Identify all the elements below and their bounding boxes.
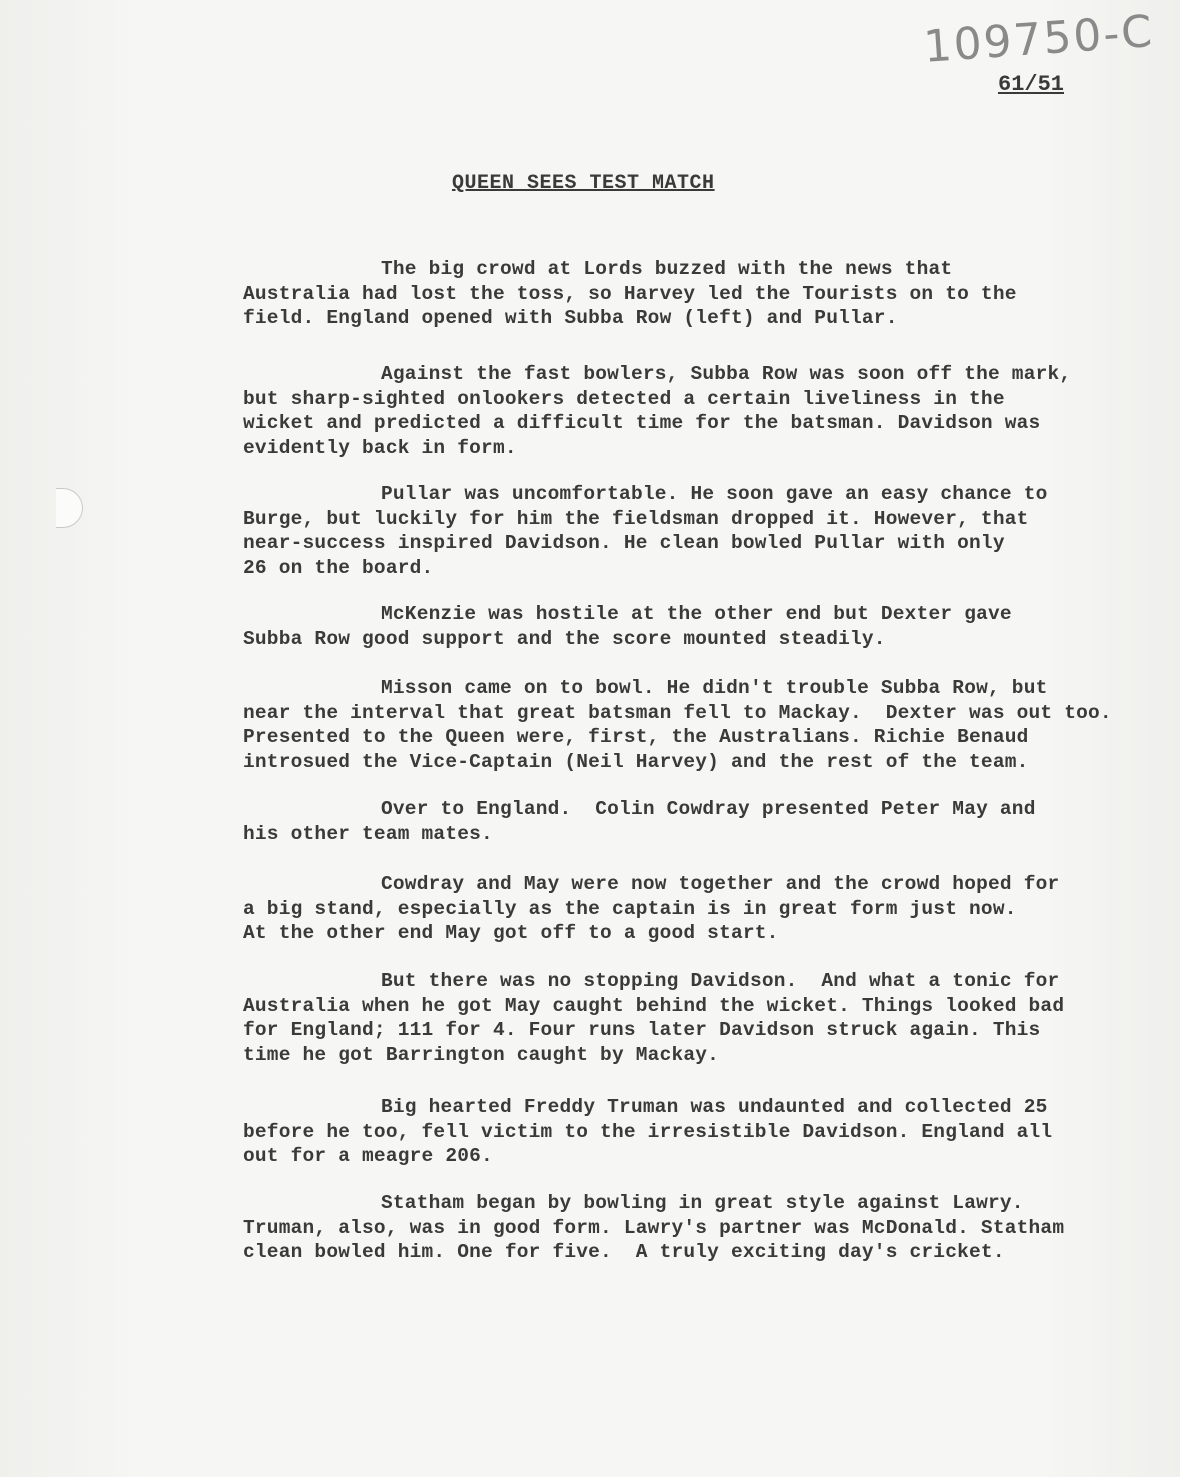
text-line: before he too, fell victim to the irresistible Davidson. England all [243, 1120, 1053, 1143]
text-line: field. England opened with Subba Row (left) and Pullar. [243, 307, 898, 329]
text-line: At the other end May got off to a good start. [243, 922, 779, 944]
text-line: The big crowd at Lords buzzed with the news that [381, 258, 953, 280]
paragraph-7 [243, 872, 1143, 946]
text-line: Against the fast bowlers, Subba Row was soon off the mark, [381, 363, 1072, 385]
paragraph-6 [243, 797, 1143, 846]
text-line: clean bowled him. One for five. A truly exciting day's cricket. [243, 1241, 1005, 1263]
text-line: near the interval that great batsman fell to Mackay. Dexter was out too. [243, 701, 1112, 724]
text-line: for England; 111 for 4. Four runs later Davidson struck again. This [243, 1019, 1041, 1041]
text-line: Big hearted Freddy Truman was undaunted and collected 25 [381, 1096, 1048, 1118]
text-line: wicket and predicted a difficult time for the batsman. Davidson was [243, 412, 1041, 434]
paragraph-2 [243, 362, 1143, 460]
text-line: Truman, also, was in good form. Lawry's partner was McDonald. Statham [243, 1216, 1065, 1239]
paragraph-5 [243, 676, 1143, 774]
text-line: Misson came on to bowl. He didn't trouble Subba Row, but [381, 677, 1048, 699]
paragraph-4 [243, 602, 1143, 651]
text-line: Subba Row good support and the score mounted steadily. [243, 627, 886, 650]
text-line: Pullar was uncomfortable. He soon gave an easy chance to [381, 483, 1048, 505]
text-line: introsued the Vice-Captain (Neil Harvey) and the rest of the team. [243, 750, 1029, 773]
document-title: QUEEN SEES TEST MATCH [452, 172, 715, 195]
page-reference: 61/51 [998, 72, 1065, 97]
text-line: Over to England. Colin Cowdray presented Peter May and [381, 798, 1036, 820]
text-line: Australia when he got May caught behind the wicket. Things looked bad [243, 994, 1065, 1017]
text-line: Statham began by bowling in great style against Lawry. [381, 1192, 1024, 1214]
paragraph-1 [243, 257, 1143, 331]
text-line: Australia had lost the toss, so Harvey led the Tourists on to the [243, 282, 1017, 305]
text-line: Cowdray and May were now together and the crowd hoped for [381, 873, 1060, 895]
text-line: but sharp-sighted onlookers detected a certain liveliness in the [243, 387, 1005, 410]
handwritten-reference-number: 109750-C [922, 5, 1156, 73]
text-line: out for a meagre 206. [243, 1145, 493, 1167]
paragraph-3 [243, 482, 1143, 580]
text-line: Burge, but luckily for him the fieldsman dropped it. However, that [243, 507, 1029, 530]
text-line: evidently back in form. [243, 436, 517, 459]
text-line: near-success inspired Davidson. He clean bowled Pullar with only [243, 532, 1005, 554]
paragraph-8 [243, 969, 1143, 1067]
text-line: his other team mates. [243, 822, 493, 845]
punch-hole [56, 488, 83, 528]
text-line: 26 on the board. [243, 556, 434, 579]
text-line: time he got Barrington caught by Mackay. [243, 1043, 720, 1066]
text-line: Presented to the Queen were, first, the Australians. Richie Benaud [243, 726, 1029, 748]
text-line: a big stand, especially as the captain is in great form just now. [243, 897, 1017, 920]
paragraph-10 [243, 1191, 1143, 1265]
text-line: McKenzie was hostile at the other end but Dexter gave [381, 603, 1012, 625]
paragraph-9 [243, 1095, 1143, 1169]
text-line: But there was no stopping Davidson. And what a tonic for [381, 970, 1060, 992]
